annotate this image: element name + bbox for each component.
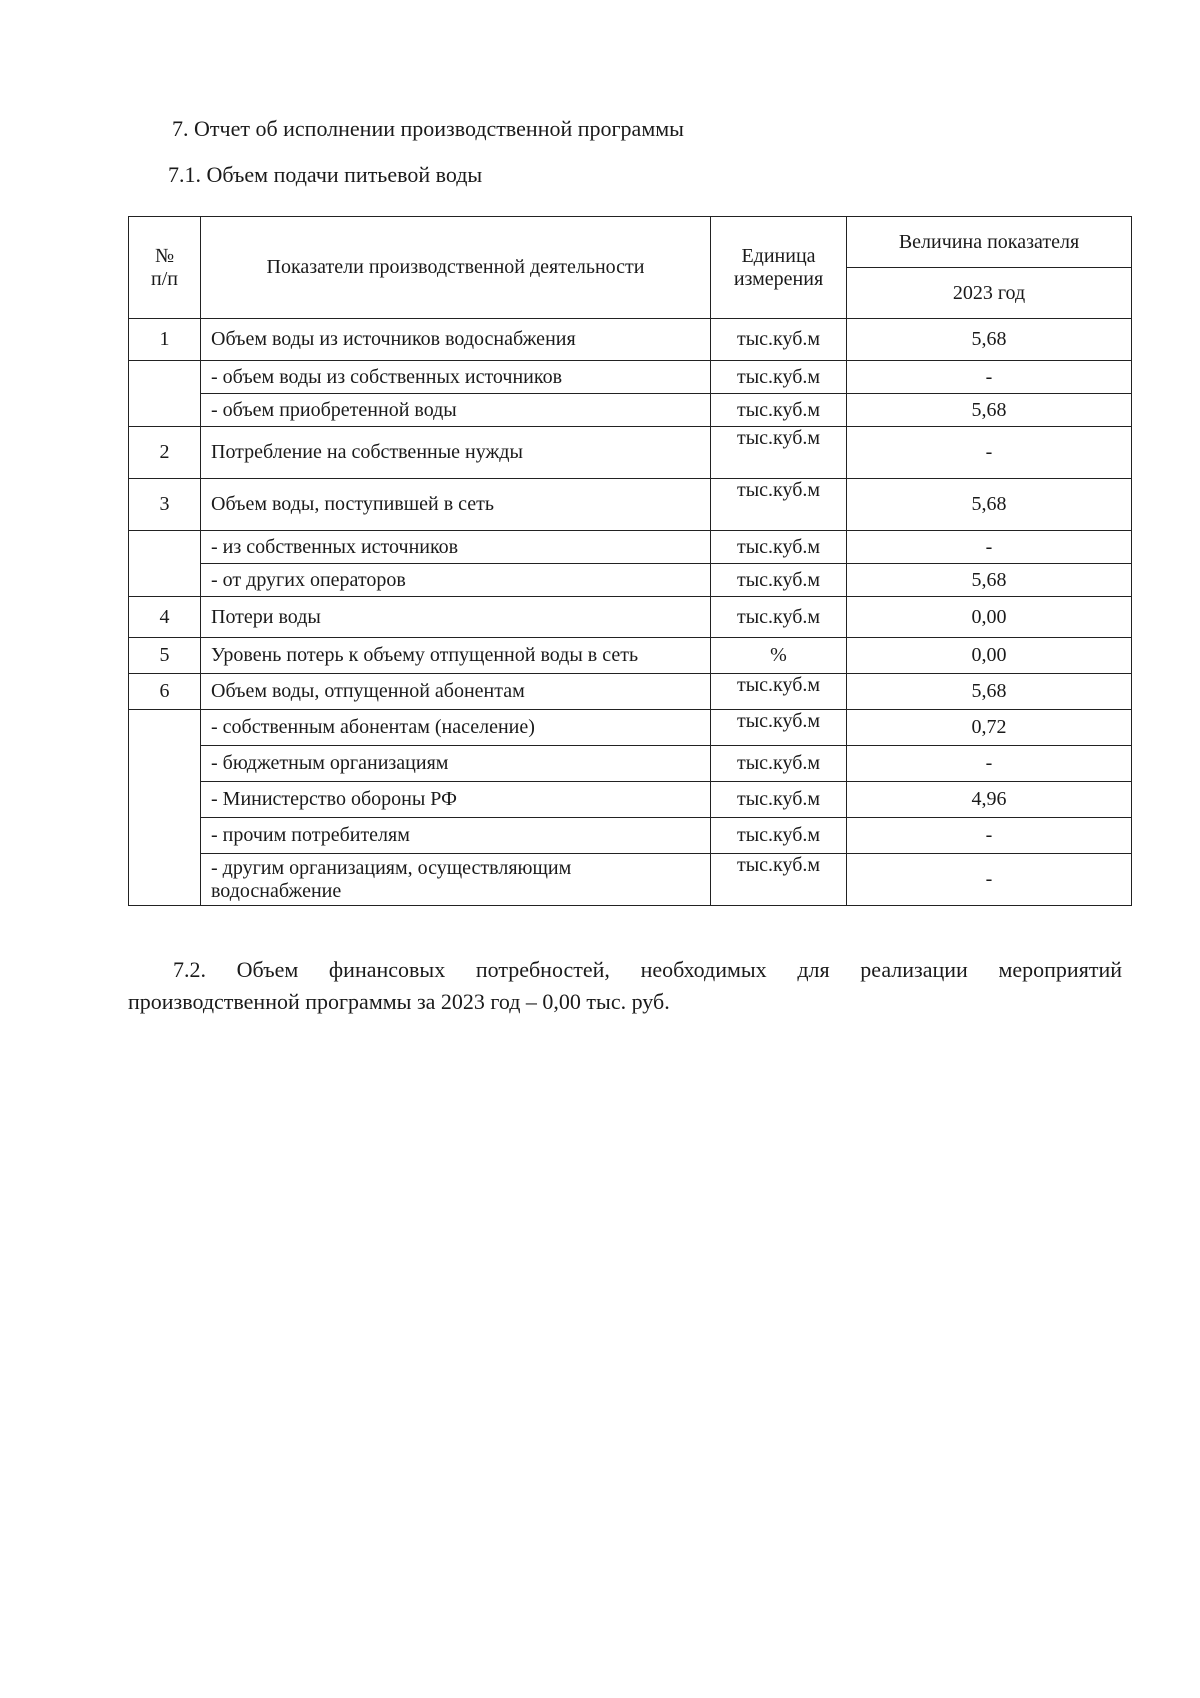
header-value-group: Величина показателя xyxy=(847,217,1132,268)
row-unit: тыс.куб.м xyxy=(711,361,847,394)
row-value: 0,72 xyxy=(847,710,1132,746)
header-year: 2023 год xyxy=(847,268,1132,319)
row-num: 4 xyxy=(129,597,201,638)
table-row xyxy=(129,782,1132,818)
table-row xyxy=(129,674,1132,710)
row-name: Объем воды, отпущенной абонентам xyxy=(201,674,711,710)
row-unit: тыс.куб.м xyxy=(711,531,847,564)
row-name: - Министерство обороны РФ xyxy=(201,782,711,818)
row-unit: тыс.куб.м xyxy=(711,394,847,427)
row-value: 5,68 xyxy=(847,319,1132,361)
table-row xyxy=(129,818,1132,854)
row-unit: тыс.куб.м xyxy=(711,319,847,361)
header-unit-text: Единица измерения xyxy=(733,244,824,290)
row-name: Потребление на собственные нужды xyxy=(201,427,711,479)
row-value: - xyxy=(847,427,1132,479)
table-row xyxy=(129,427,1132,479)
row-num: 6 xyxy=(129,674,201,710)
row-value: 5,68 xyxy=(847,674,1132,710)
row-num-empty xyxy=(129,361,201,427)
row-unit: тыс.куб.м xyxy=(711,674,847,710)
row-value: 0,00 xyxy=(847,597,1132,638)
row-unit: % xyxy=(711,638,847,674)
row-name: - из собственных источников xyxy=(201,531,711,564)
row-num: 1 xyxy=(129,319,201,361)
row-name: Объем воды, поступившей в сеть xyxy=(201,479,711,531)
table-row xyxy=(129,479,1132,531)
table-row xyxy=(129,361,1132,394)
row-name: - прочим потребителям xyxy=(201,818,711,854)
row-value: - xyxy=(847,818,1132,854)
row-name: - бюджетным организациям xyxy=(201,746,711,782)
header-num xyxy=(129,217,201,319)
row-unit: тыс.куб.м xyxy=(711,782,847,818)
row-num-empty xyxy=(129,531,201,597)
row-unit: тыс.куб.м xyxy=(711,564,847,597)
row-num: 5 xyxy=(129,638,201,674)
table-row xyxy=(129,319,1132,361)
table-row xyxy=(129,710,1132,746)
row-num-empty xyxy=(129,710,201,906)
row-unit: тыс.куб.м xyxy=(711,597,847,638)
row-value: 0,00 xyxy=(847,638,1132,674)
row-num: 2 xyxy=(129,427,201,479)
row-value: - xyxy=(847,361,1132,394)
table-row xyxy=(129,854,1132,906)
row-name: - объем приобретенной воды xyxy=(201,394,711,427)
financial-needs-paragraph: 7.2. Объем финансовых потребностей, необходимых для реализации мероприятий производственной программы за 2023 год – 0,00 тыс. руб. xyxy=(128,957,1122,1014)
row-unit: тыс.куб.м xyxy=(711,479,847,531)
row-value: 5,68 xyxy=(847,394,1132,427)
row-value: 5,68 xyxy=(847,479,1132,531)
header-unit xyxy=(711,217,847,319)
row-name: - от других операторов xyxy=(201,564,711,597)
row-name: Потери воды xyxy=(201,597,711,638)
water-supply-table xyxy=(128,216,1132,906)
row-unit: тыс.куб.м xyxy=(711,818,847,854)
row-unit: тыс.куб.м xyxy=(711,427,847,479)
row-name: - объем воды из собственных источников xyxy=(201,361,711,394)
table-row xyxy=(129,597,1132,638)
section-heading: 7. Отчет об исполнении производственной программы xyxy=(172,116,684,141)
row-value: - xyxy=(847,854,1132,906)
row-unit: тыс.куб.м xyxy=(711,710,847,746)
row-name: Объем воды из источников водоснабжения xyxy=(201,319,711,361)
row-name: - другим организациям, осуществляющим водоснабжение xyxy=(201,854,711,906)
table-row xyxy=(129,394,1132,427)
row-value: 5,68 xyxy=(847,564,1132,597)
row-value: 4,96 xyxy=(847,782,1132,818)
row-unit: тыс.куб.м xyxy=(711,746,847,782)
header-indicator: Показатели производственной деятельности xyxy=(201,217,711,319)
subsection-heading: 7.1. Объем подачи питьевой воды xyxy=(168,162,483,187)
row-name: - собственным абонентам (население) xyxy=(201,710,711,746)
table-row xyxy=(129,746,1132,782)
row-value: - xyxy=(847,531,1132,564)
row-unit: тыс.куб.м xyxy=(711,854,847,906)
table-row xyxy=(129,564,1132,597)
row-num: 3 xyxy=(129,479,201,531)
table-row xyxy=(129,638,1132,674)
row-name: Уровень потерь к объему отпущенной воды в сеть xyxy=(201,638,711,674)
header-num-text: № п/п xyxy=(151,244,178,290)
row-value: - xyxy=(847,746,1132,782)
table-row xyxy=(129,531,1132,564)
